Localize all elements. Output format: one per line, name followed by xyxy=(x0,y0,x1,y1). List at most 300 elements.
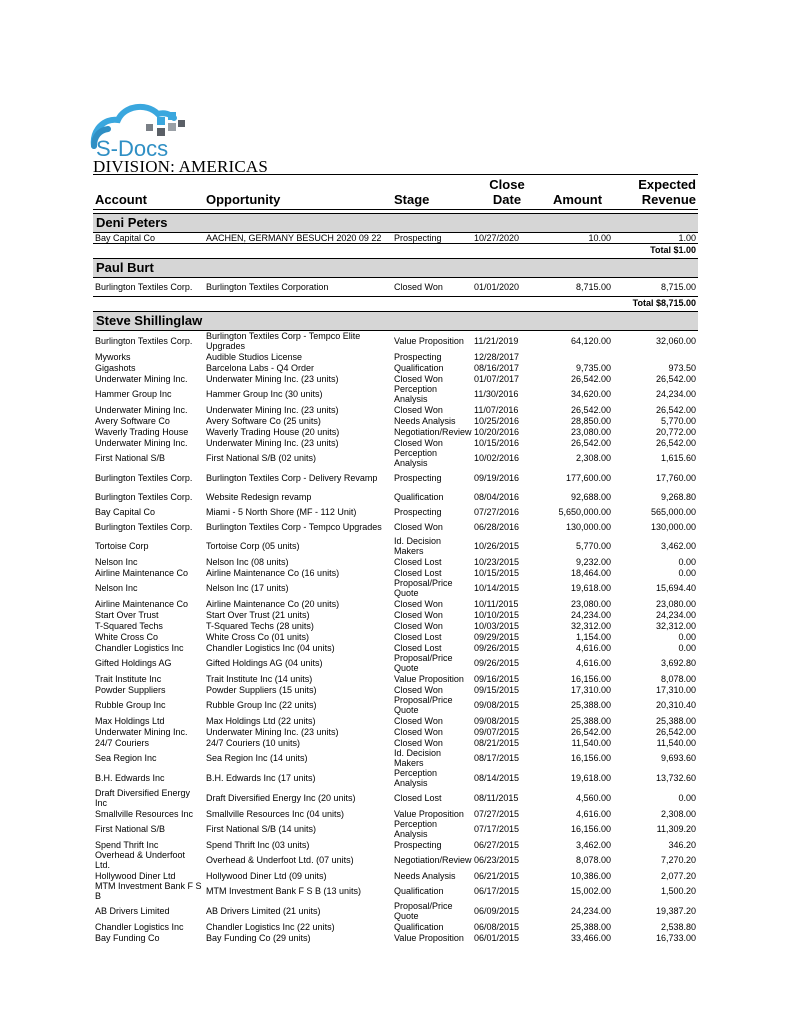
report-table xyxy=(93,174,698,943)
cell-close-date: 10/23/2015 xyxy=(474,556,520,567)
column-expected-revenue: Expected Revenue xyxy=(613,175,698,210)
cell-stage: Closed Won xyxy=(394,437,443,448)
cell-expected-revenue: 1.00 xyxy=(678,233,696,243)
cell-expected-revenue: 9,693.60 xyxy=(660,753,696,763)
cell-amount: 33,466.00 xyxy=(570,932,611,943)
cell-opportunity: Chandler Logistics Inc (22 units) xyxy=(206,921,335,932)
cell-expected-revenue: 32,060.00 xyxy=(655,336,696,346)
table-row xyxy=(93,631,698,642)
table-row xyxy=(93,567,698,578)
cell-close-date: 10/26/2015 xyxy=(474,541,520,551)
table-row xyxy=(93,233,698,244)
cell-close-date: 08/21/2015 xyxy=(474,737,520,748)
cell-expected-revenue: 17,310.00 xyxy=(655,684,696,695)
cell-opportunity: Waverly Trading House (20 units) xyxy=(206,426,340,437)
table-row xyxy=(93,404,698,415)
cell-account: Myworks xyxy=(95,351,131,362)
cell-account: Bay Funding Co xyxy=(95,932,160,943)
cell-account: Chandler Logistics Inc xyxy=(95,921,184,932)
cell-opportunity: AACHEN, GERMANY BESUCH 2020 09 22 xyxy=(206,233,382,243)
cell-close-date: 06/09/2015 xyxy=(474,906,520,916)
cell-expected-revenue: 0.00 xyxy=(678,567,696,578)
cell-stage: Closed Won xyxy=(394,282,443,292)
cell-stage: Closed Won xyxy=(394,404,443,415)
cell-opportunity: Underwater Mining Inc. (23 units) xyxy=(206,404,339,415)
cell-account: First National S/B xyxy=(95,824,166,834)
cell-close-date: 07/27/2016 xyxy=(474,506,520,517)
cell-amount: 5,770.00 xyxy=(575,541,611,551)
cell-expected-revenue xyxy=(613,351,698,362)
cell-expected-revenue: 8,078.00 xyxy=(660,673,696,684)
cell-opportunity: Trait Institute Inc (14 units) xyxy=(206,673,313,684)
cell-opportunity: Underwater Mining Inc. (23 units) xyxy=(206,437,339,448)
cell-opportunity: Underwater Mining Inc. (23 units) xyxy=(206,726,339,737)
table-row xyxy=(93,684,698,695)
cell-amount: 19,618.00 xyxy=(570,773,611,783)
column-close-date: Close Date xyxy=(472,175,542,210)
cell-close-date: 10/02/2016 xyxy=(474,453,520,463)
cell-expected-revenue: 13,732.60 xyxy=(655,773,696,783)
owner-header-row xyxy=(93,312,698,331)
cell-account: MTM Investment Bank F S B xyxy=(95,881,202,901)
cell-stage: Needs Analysis xyxy=(394,415,456,426)
cell-account: Hammer Group Inc xyxy=(95,389,172,399)
cell-amount: 18,464.00 xyxy=(570,567,611,578)
table-row xyxy=(93,373,698,384)
cell-amount: 4,616.00 xyxy=(575,658,611,668)
cell-account: Airline Maintenance Co xyxy=(95,567,189,578)
cell-opportunity: Hollywood Diner Ltd (09 units) xyxy=(206,870,327,881)
cell-expected-revenue: 1,500.20 xyxy=(660,886,696,896)
cell-stage: Prospecting xyxy=(394,233,442,243)
cell-expected-revenue: 346.20 xyxy=(668,839,696,850)
cell-opportunity: Overhead & Underfoot Ltd. (07 units) xyxy=(206,855,354,865)
cell-opportunity: AB Drivers Limited (21 units) xyxy=(206,906,321,916)
cell-stage: Closed Won xyxy=(394,684,443,695)
cell-opportunity: Sea Region Inc (14 units) xyxy=(206,753,308,763)
table-row xyxy=(93,331,698,352)
owner-name: Deni Peters xyxy=(93,214,698,233)
cell-amount: 17,310.00 xyxy=(570,684,611,695)
cell-close-date: 09/29/2015 xyxy=(474,631,520,642)
cell-amount: 92,688.00 xyxy=(570,491,611,502)
cell-opportunity: Website Redesign revamp xyxy=(206,491,312,502)
cell-account: Gifted Holdings AG xyxy=(95,658,172,668)
column-account: Account xyxy=(93,175,204,210)
cell-amount: 8,715.00 xyxy=(575,282,611,292)
cell-stage: Perception Analysis xyxy=(394,768,438,788)
table-row xyxy=(93,536,698,556)
cell-close-date: 10/15/2016 xyxy=(474,437,520,448)
cell-amount: 5,650,000.00 xyxy=(558,506,611,517)
table-row xyxy=(93,901,698,921)
cell-expected-revenue: 26,542.00 xyxy=(655,404,696,415)
cell-amount: 16,156.00 xyxy=(570,824,611,834)
cell-opportunity: Powder Suppliers (15 units) xyxy=(206,684,317,695)
table-row xyxy=(93,437,698,448)
cell-stage: Negotiation/Review xyxy=(394,855,472,865)
table-row xyxy=(93,737,698,748)
cell-opportunity: Nelson Inc (17 units) xyxy=(206,583,289,593)
cell-amount: 26,542.00 xyxy=(570,373,611,384)
cell-expected-revenue: 5,770.00 xyxy=(660,415,696,426)
cell-account: Start Over Trust xyxy=(95,609,159,620)
cell-expected-revenue: 23,080.00 xyxy=(655,598,696,609)
cell-close-date: 06/01/2015 xyxy=(474,932,520,943)
cell-opportunity: Avery Software Co (25 units) xyxy=(206,415,321,426)
table-row xyxy=(93,598,698,609)
cell-expected-revenue: 0.00 xyxy=(678,556,696,567)
cell-opportunity: Rubble Group Inc (22 units) xyxy=(206,700,317,710)
cell-close-date: 11/07/2016 xyxy=(474,404,519,415)
cell-close-date: 12/28/2017 xyxy=(474,351,520,362)
table-row xyxy=(93,932,698,943)
group-total: Total $1.00 xyxy=(93,244,698,256)
cell-stage: Proposal/Price Quote xyxy=(394,578,453,598)
cell-expected-revenue: 26,542.00 xyxy=(655,437,696,448)
cell-close-date: 10/11/2015 xyxy=(474,598,519,609)
cell-close-date: 09/16/2015 xyxy=(474,673,520,684)
cell-expected-revenue: 15,694.40 xyxy=(655,583,696,593)
cell-stage: Prospecting xyxy=(394,472,442,483)
cell-account: T-Squared Techs xyxy=(95,620,163,631)
table-row xyxy=(93,673,698,684)
cell-close-date: 01/01/2020 xyxy=(474,282,520,292)
table-row xyxy=(93,642,698,653)
cell-account: Powder Suppliers xyxy=(95,684,166,695)
report-body xyxy=(93,210,698,944)
table-row xyxy=(93,517,698,536)
cell-account: Waverly Trading House xyxy=(95,426,189,437)
cell-opportunity: Underwater Mining Inc. (23 units) xyxy=(206,373,339,384)
cell-account: Draft Diversified Energy Inc xyxy=(95,788,191,808)
table-row xyxy=(93,819,698,839)
cell-stage: Prospecting xyxy=(394,351,442,362)
cell-amount: 32,312.00 xyxy=(570,620,611,631)
cell-expected-revenue: 17,760.00 xyxy=(655,472,696,483)
group-total-row xyxy=(93,244,698,256)
cell-stage: Prospecting xyxy=(394,839,442,850)
cell-opportunity: Bay Funding Co (29 units) xyxy=(206,932,311,943)
cell-close-date: 07/17/2015 xyxy=(474,824,520,834)
table-row xyxy=(93,487,698,506)
cell-expected-revenue: 26,542.00 xyxy=(655,726,696,737)
s-docs-logo xyxy=(90,100,190,158)
cell-account: White Cross Co xyxy=(95,631,159,642)
cell-stage: Qualification xyxy=(394,491,444,502)
cell-stage: Closed Won xyxy=(394,598,443,609)
cell-opportunity: Tortoise Corp (05 units) xyxy=(206,541,300,551)
cell-stage: Id. Decision Makers xyxy=(394,536,442,556)
cell-opportunity: Hammer Group Inc (30 units) xyxy=(206,389,323,399)
cell-opportunity: B.H. Edwards Inc (17 units) xyxy=(206,773,316,783)
cell-account: B.H. Edwards Inc xyxy=(95,773,165,783)
cell-expected-revenue: 0.00 xyxy=(678,631,696,642)
cell-close-date: 09/08/2015 xyxy=(474,700,520,710)
cell-close-date: 11/21/2019 xyxy=(474,336,519,346)
cell-account: Burlington Textiles Corp. xyxy=(95,282,193,292)
cell-amount: 10,386.00 xyxy=(570,870,611,881)
division-title: DIVISION: AMERICAS xyxy=(93,157,269,176)
cell-account: Bay Capital Co xyxy=(95,233,156,243)
cell-stage: Closed Won xyxy=(394,521,443,532)
cell-amount: 4,616.00 xyxy=(575,808,611,819)
cell-account: Underwater Mining Inc. xyxy=(95,437,188,448)
table-row xyxy=(93,578,698,598)
cell-account: Airline Maintenance Co xyxy=(95,598,189,609)
table-row xyxy=(93,362,698,373)
cell-close-date: 09/15/2015 xyxy=(474,684,520,695)
owner-name: Paul Burt xyxy=(93,259,698,278)
cell-stage: Value Proposition xyxy=(394,808,464,819)
table-row xyxy=(93,609,698,620)
cell-amount: 34,620.00 xyxy=(570,389,611,399)
cell-close-date: 06/28/2016 xyxy=(474,521,520,532)
table-row xyxy=(93,768,698,788)
cell-expected-revenue: 973.50 xyxy=(668,362,696,373)
cell-expected-revenue: 7,270.20 xyxy=(660,855,696,865)
cell-close-date: 08/04/2016 xyxy=(474,491,520,502)
cell-stage: Closed Lost xyxy=(394,556,442,567)
cell-stage: Perception Analysis xyxy=(394,819,438,839)
cell-expected-revenue: 20,310.40 xyxy=(655,700,696,710)
cell-account: Underwater Mining Inc. xyxy=(95,404,188,415)
cell-account: Hollywood Diner Ltd xyxy=(95,870,176,881)
cell-close-date: 08/14/2015 xyxy=(474,773,520,783)
cell-expected-revenue: 8,715.00 xyxy=(660,282,696,292)
cell-opportunity: Gifted Holdings AG (04 units) xyxy=(206,658,323,668)
cell-amount: 25,388.00 xyxy=(570,715,611,726)
cell-account: Chandler Logistics Inc xyxy=(95,642,184,653)
cell-opportunity: Audible Studios License xyxy=(206,351,303,362)
table-row xyxy=(93,870,698,881)
cell-account: First National S/B xyxy=(95,453,166,463)
table-row xyxy=(93,448,698,468)
cell-close-date: 08/16/2017 xyxy=(474,362,520,373)
cell-close-date: 06/17/2015 xyxy=(474,886,520,896)
cell-close-date: 09/08/2015 xyxy=(474,715,520,726)
cell-stage: Qualification xyxy=(394,886,444,896)
cell-expected-revenue: 11,540.00 xyxy=(656,737,696,748)
opportunity-report xyxy=(93,174,698,943)
table-row xyxy=(93,715,698,726)
table-row xyxy=(93,839,698,850)
cell-stage: Closed Lost xyxy=(394,631,442,642)
cell-expected-revenue: 3,462.00 xyxy=(660,541,696,551)
cell-close-date: 07/27/2015 xyxy=(474,808,520,819)
cell-account: Underwater Mining Inc. xyxy=(95,726,188,737)
cell-close-date: 06/08/2015 xyxy=(474,921,520,932)
cell-amount: 177,600.00 xyxy=(565,472,611,483)
cell-expected-revenue: 25,388.00 xyxy=(655,715,696,726)
cell-close-date: 06/27/2015 xyxy=(474,839,520,850)
cell-account: Burlington Textiles Corp. xyxy=(95,491,193,502)
cell-expected-revenue: 24,234.00 xyxy=(655,609,696,620)
cell-expected-revenue: 19,387.20 xyxy=(655,906,696,916)
cell-close-date: 10/20/2016 xyxy=(474,426,520,437)
table-row xyxy=(93,695,698,715)
owner-header-row xyxy=(93,259,698,278)
table-row xyxy=(93,653,698,673)
cell-amount: 4,616.00 xyxy=(575,642,611,653)
cell-amount: 11,540.00 xyxy=(571,737,611,748)
cell-amount: 1,154.00 xyxy=(575,631,611,642)
cell-expected-revenue: 565,000.00 xyxy=(650,506,696,517)
cell-amount: 19,618.00 xyxy=(570,583,611,593)
cell-opportunity: Burlington Textiles Corp - Tempco Upgrades xyxy=(206,521,382,532)
cell-amount: 15,002.00 xyxy=(570,886,611,896)
table-row xyxy=(93,384,698,404)
cell-opportunity: White Cross Co (01 units) xyxy=(206,631,310,642)
cell-account: Nelson Inc xyxy=(95,556,138,567)
cell-stage: Value Proposition xyxy=(394,673,464,684)
cell-account: Overhead & Underfoot Ltd. xyxy=(95,850,186,870)
cell-opportunity: Chandler Logistics Inc (04 units) xyxy=(206,642,335,653)
cell-expected-revenue: 11,309.20 xyxy=(656,824,696,834)
cell-stage: Prospecting xyxy=(394,506,442,517)
column-opportunity: Opportunity xyxy=(204,175,392,210)
cell-opportunity: 24/7 Couriers (10 units) xyxy=(206,737,301,748)
cell-amount: 26,542.00 xyxy=(570,726,611,737)
cell-account: Trait Institute Inc xyxy=(95,673,162,684)
table-row xyxy=(93,426,698,437)
table-row xyxy=(93,726,698,737)
cell-amount: 24,234.00 xyxy=(570,906,611,916)
cell-account: Burlington Textiles Corp. xyxy=(95,521,193,532)
cell-opportunity: Draft Diversified Energy Inc (20 units) xyxy=(206,793,356,803)
table-row xyxy=(93,278,698,297)
cell-account: Underwater Mining Inc. xyxy=(95,373,188,384)
cell-amount: 24,234.00 xyxy=(570,609,611,620)
cell-stage: Closed Won xyxy=(394,609,443,620)
cell-expected-revenue: 2,077.20 xyxy=(660,870,696,881)
cell-close-date: 10/10/2015 xyxy=(474,609,520,620)
cell-account: Avery Software Co xyxy=(95,415,170,426)
cell-close-date: 09/07/2015 xyxy=(474,726,520,737)
cell-opportunity: Burlington Textiles Corp - Tempco Elite Upgrades xyxy=(206,331,361,351)
cell-opportunity: Smallville Resources Inc (04 units) xyxy=(206,808,345,819)
cell-opportunity: First National S/B (02 units) xyxy=(206,453,317,463)
cell-amount: 130,000.00 xyxy=(565,521,611,532)
cell-account: Burlington Textiles Corp. xyxy=(95,472,193,483)
cell-close-date: 01/07/2017 xyxy=(474,373,520,384)
cell-close-date: 10/03/2015 xyxy=(474,620,520,631)
cell-opportunity: Barcelona Labs - Q4 Order xyxy=(206,362,315,373)
table-row xyxy=(93,850,698,870)
cell-close-date: 06/23/2015 xyxy=(474,855,520,865)
cell-expected-revenue: 1,615.60 xyxy=(660,453,696,463)
cell-expected-revenue: 2,538.80 xyxy=(660,921,696,932)
table-row xyxy=(93,415,698,426)
cell-stage: Closed Won xyxy=(394,726,443,737)
cell-amount xyxy=(542,351,613,362)
cell-amount: 9,735.00 xyxy=(575,362,611,373)
cell-opportunity: Nelson Inc (08 units) xyxy=(206,556,289,567)
cell-stage: Qualification xyxy=(394,362,444,373)
group-total: Total $8,715.00 xyxy=(93,297,698,309)
cell-close-date: 10/27/2020 xyxy=(474,233,520,243)
table-row xyxy=(93,351,698,362)
cell-amount: 16,156.00 xyxy=(570,753,611,763)
cell-amount: 2,308.00 xyxy=(575,453,611,463)
column-amount: Amount xyxy=(542,175,613,210)
column-header-row xyxy=(93,175,698,210)
cell-amount: 23,080.00 xyxy=(570,426,611,437)
cell-close-date: 09/26/2015 xyxy=(474,658,520,668)
cell-close-date: 08/17/2015 xyxy=(474,753,520,763)
cell-account: Gigashots xyxy=(95,362,136,373)
cell-opportunity: Start Over Trust (21 units) xyxy=(206,609,310,620)
cell-close-date: 06/21/2015 xyxy=(474,870,520,881)
cell-expected-revenue: 9,268.80 xyxy=(660,491,696,502)
cell-account: Smallville Resources Inc xyxy=(95,808,194,819)
table-row xyxy=(93,788,698,808)
cell-expected-revenue: 0.00 xyxy=(678,642,696,653)
cell-stage: Closed Lost xyxy=(394,567,442,578)
cell-account: Spend Thrift Inc xyxy=(95,839,159,850)
cell-amount: 26,542.00 xyxy=(570,404,611,415)
table-row xyxy=(93,808,698,819)
cell-account: Nelson Inc xyxy=(95,583,138,593)
table-row xyxy=(93,556,698,567)
cell-expected-revenue: 20,772.00 xyxy=(655,426,696,437)
table-row xyxy=(93,881,698,901)
cell-stage: Proposal/Price Quote xyxy=(394,695,453,715)
cell-amount: 9,232.00 xyxy=(575,556,611,567)
cell-close-date: 08/11/2015 xyxy=(474,793,519,803)
cell-account: 24/7 Couriers xyxy=(95,737,150,748)
table-row xyxy=(93,620,698,631)
cell-opportunity: Burlington Textiles Corp - Delivery Revamp xyxy=(206,472,378,483)
cell-amount: 25,388.00 xyxy=(570,921,611,932)
cell-expected-revenue: 130,000.00 xyxy=(650,521,696,532)
cell-stage: Closed Won xyxy=(394,737,443,748)
cell-expected-revenue: 3,692.80 xyxy=(660,658,696,668)
cell-opportunity: T-Squared Techs (28 units) xyxy=(206,620,314,631)
cell-amount: 16,156.00 xyxy=(570,673,611,684)
cell-amount: 3,462.00 xyxy=(575,839,611,850)
owner-name: Steve Shillinglaw xyxy=(93,312,698,331)
cell-account: Tortoise Corp xyxy=(95,541,149,551)
cell-opportunity: MTM Investment Bank F S B (13 units) xyxy=(206,886,362,896)
table-row xyxy=(93,468,698,487)
cell-amount: 10.00 xyxy=(588,233,611,243)
cell-close-date: 11/30/2016 xyxy=(474,389,519,399)
cell-account: Max Holdings Ltd xyxy=(95,715,165,726)
cell-close-date: 10/25/2016 xyxy=(474,415,520,426)
cell-stage: Id. Decision Makers xyxy=(394,748,442,768)
cell-amount: 28,850.00 xyxy=(570,415,611,426)
cell-stage: Closed Won xyxy=(394,620,443,631)
cell-stage: Closed Lost xyxy=(394,793,442,803)
cell-stage: Qualification xyxy=(394,921,444,932)
cell-expected-revenue: 32,312.00 xyxy=(655,620,696,631)
cell-amount: 23,080.00 xyxy=(570,598,611,609)
column-stage: Stage xyxy=(392,175,472,210)
cell-opportunity: Burlington Textiles Corporation xyxy=(206,282,329,292)
cell-opportunity: Spend Thrift Inc (03 units) xyxy=(206,839,310,850)
cell-account: Rubble Group Inc xyxy=(95,700,166,710)
cell-opportunity: Airline Maintenance Co (16 units) xyxy=(206,567,340,578)
cell-account: AB Drivers Limited xyxy=(95,906,170,916)
cell-account: Burlington Textiles Corp. xyxy=(95,336,193,346)
cell-expected-revenue: 24,234.00 xyxy=(655,389,696,399)
cell-stage: Proposal/Price Quote xyxy=(394,901,453,921)
cell-amount: 25,388.00 xyxy=(570,700,611,710)
cell-close-date: 09/26/2015 xyxy=(474,642,520,653)
cell-expected-revenue: 0.00 xyxy=(678,793,696,803)
cell-stage: Value Proposition xyxy=(394,932,464,943)
